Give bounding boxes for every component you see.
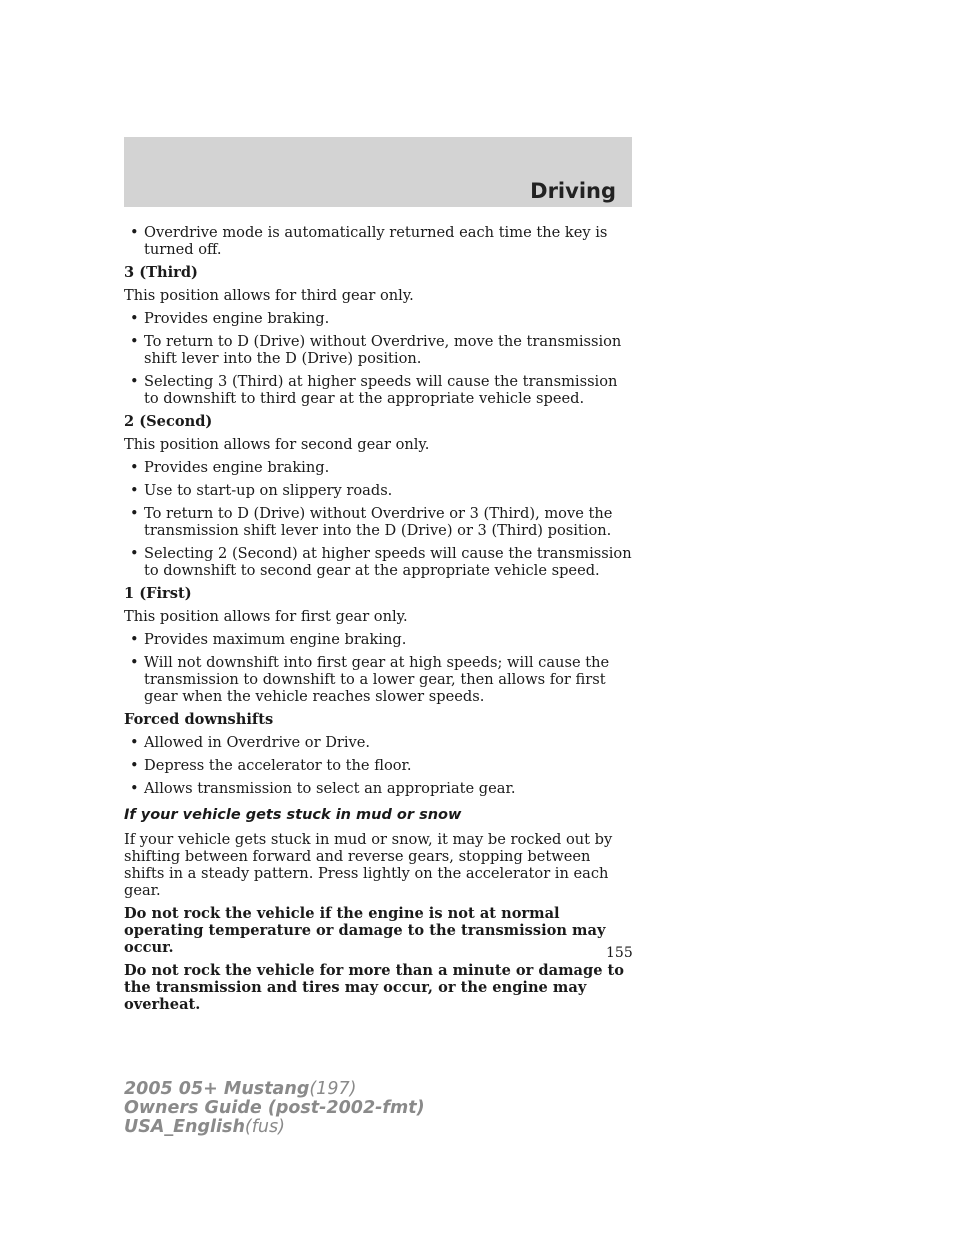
- heading-forced-downshifts: Forced downshifts: [124, 711, 274, 728]
- subheading-stuck: If your vehicle gets stuck in mud or snow: [124, 807, 462, 823]
- bullet-item: • Will not downshift into first gear at high speeds; will cause the transmission to downshift to a lower gear, then allows for first gear when the vehicle reaches slower speeds.: [130, 654, 610, 705]
- bullet-item: • Use to start-up on slippery roads.: [130, 482, 393, 499]
- bullet-dot-icon: •: [130, 459, 139, 476]
- bullet-item: • Provides maximum engine braking.: [130, 631, 407, 648]
- bullet-dot-icon: •: [130, 224, 139, 241]
- bullet-dot-icon: •: [130, 780, 139, 797]
- bullet-item: • Selecting 3 (Third) at higher speeds will cause the transmission to downshift to third gear at the appropriate vehicle speed.: [130, 373, 618, 407]
- footer-line: Owners Guide (post-2002-fmt): [124, 1098, 425, 1118]
- bullet-dot-icon: •: [130, 545, 139, 562]
- bullet-dot-icon: •: [130, 631, 139, 648]
- paragraph-stuck: If your vehicle gets stuck in mud or snow, it may be rocked out by shifting between forward and reverse gears, stopping between shifts in a steady pattern. Press lightly on the accelerator in each gear.: [124, 831, 613, 899]
- bullet-dot-icon: •: [130, 482, 139, 499]
- section-title: Driving: [530, 179, 616, 203]
- bullet-item: • Provides engine braking.: [130, 459, 330, 476]
- paragraph-second: This position allows for second gear only.: [124, 436, 430, 453]
- section-header-band: [124, 137, 632, 207]
- bullet-item: • Allowed in Overdrive or Drive.: [130, 734, 371, 751]
- bullet-item: • Overdrive mode is automatically returned each time the key is turned off.: [130, 224, 608, 258]
- document-footer: [124, 1080, 425, 1137]
- warning-paragraph: Do not rock the vehicle for more than a minute or damage to the transmission and tires may occur, or the engine may overheat.: [124, 962, 625, 1013]
- bullet-dot-icon: •: [130, 310, 139, 327]
- paragraph-first: This position allows for first gear only.: [124, 608, 408, 625]
- bullet-dot-icon: •: [130, 373, 139, 390]
- bullet-dot-icon: •: [130, 734, 139, 751]
- bullet-item: • Depress the accelerator to the floor.: [130, 757, 412, 774]
- bullet-item: • Provides engine braking.: [130, 310, 330, 327]
- bullet-item: • To return to D (Drive) without Overdrive or 3 (Third), move the transmission shift lever into the D (Drive) or 3 (Third) position.: [130, 505, 613, 539]
- warning-paragraph: Do not rock the vehicle if the engine is not at normal operating temperature or damage to the transmission may occur.: [124, 905, 606, 956]
- heading-second: 2 (Second): [124, 413, 213, 430]
- footer-line: USA_English(fus): [124, 1117, 285, 1137]
- page-number: 155: [606, 945, 633, 961]
- bullet-item: • Allows transmission to select an appropriate gear.: [130, 780, 516, 797]
- paragraph-third: This position allows for third gear only.: [124, 287, 414, 304]
- bullet-item: • Selecting 2 (Second) at higher speeds will cause the transmission to downshift to second gear at the appropriate vehicle speed.: [130, 545, 632, 579]
- footer-line: 2005 05+ Mustang(197): [124, 1079, 357, 1099]
- bullet-dot-icon: •: [130, 333, 139, 350]
- bullet-dot-icon: •: [130, 757, 139, 774]
- page-content: [124, 224, 634, 1019]
- bullet-dot-icon: •: [130, 654, 139, 671]
- heading-first: 1 (First): [124, 585, 192, 602]
- bullet-item: • To return to D (Drive) without Overdrive, move the transmission shift lever into the D (Drive) position.: [130, 333, 622, 367]
- bullet-dot-icon: •: [130, 505, 139, 522]
- heading-third: 3 (Third): [124, 264, 198, 281]
